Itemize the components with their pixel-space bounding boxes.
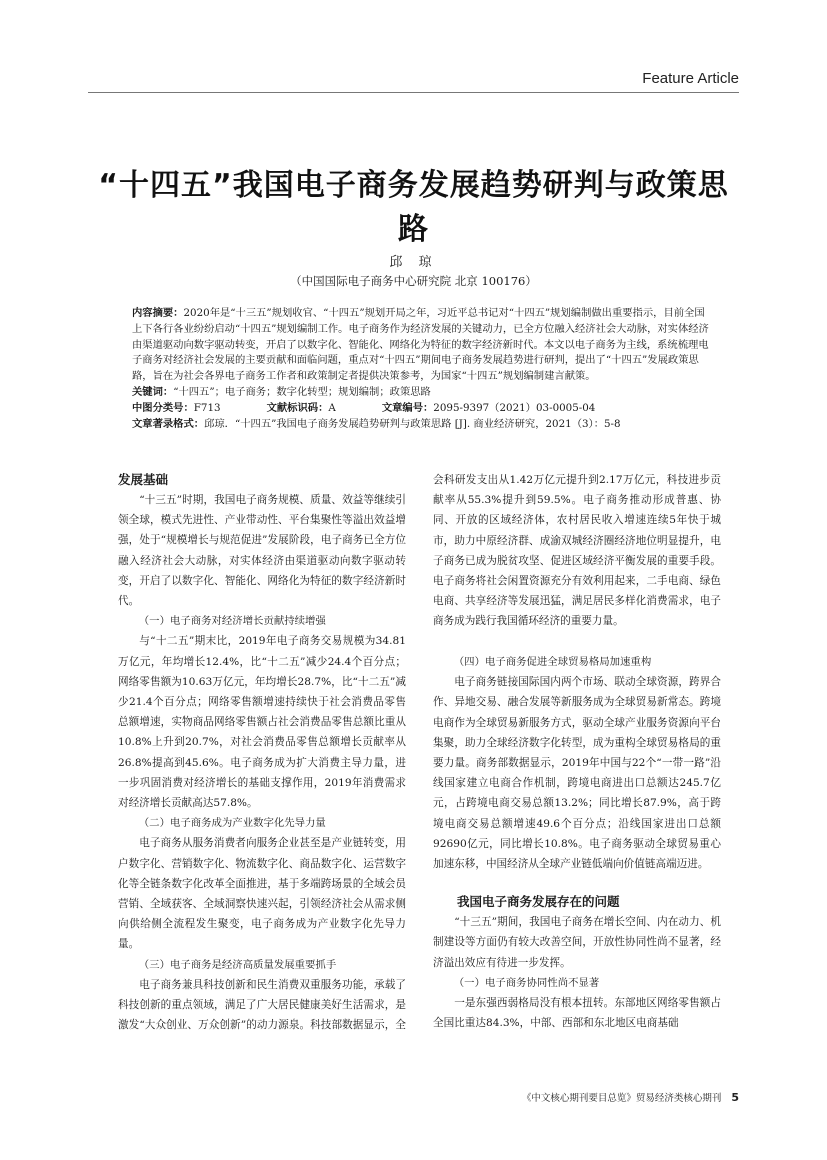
clc-cell xyxy=(132,401,221,417)
continued-text: 会科研发支出从1.42万亿元提升到2.17万亿元，科技进步贡献率从55.3%提升到59.5%。电子商务推动形成普惠、协同、开放的区域经济体，农村居民收入增速连续5年快于城市，助力中原经济群、成渝双城经济圈经济地位明显提升，电子商务已成为脱贫攻坚、促进区域经济平衡发展的重要手段。电子商务将社会闲置资源充分有效利用起来，二手电商、绿色电商、共享经济等发展迅猛，满足居民多样化消费需求，电子商务成为践行我国循环经济的重要力量。 xyxy=(433,474,721,628)
clc-value: F713 xyxy=(193,401,221,414)
left-column xyxy=(118,470,406,1036)
abstract xyxy=(132,306,710,385)
paragraph: 与“十二五”期末比，2019年电子商务交易规模为34.81万亿元，年均增长12.4%，比“十二五”减少24.4个百分点；网络零售额为10.63万亿元，年均增长28.7%，比“十二五”减少21.4个百分点；网络零售额增速持续快于社会消费品零售总额增速，实物商品网络零售额占社会消费品零售总额比重从10.8%上升到20.7%，对社会消费品零售总额增长贡献率从26.8%提高到45.6%。电子商务成为扩大消费主导力量，进一步巩固消费对经济增长的基础支撑作用，2019年消费需求对经济增长贡献高达57.8%。 xyxy=(118,635,406,810)
right-column xyxy=(433,470,721,1033)
abstract-label: 内容摘要： xyxy=(132,307,184,319)
article-metadata xyxy=(132,306,710,432)
keywords-label: 关键词： xyxy=(132,385,174,398)
citation xyxy=(132,417,710,433)
header-rule xyxy=(88,92,739,93)
article-no-value: 2095-9397（2021）03-0005-04 xyxy=(433,401,596,414)
classification-line xyxy=(132,401,710,417)
abstract-text: 2020年是“十三五”规划收官、“十四五”规划开局之年，习近平总书记对“十四五”规划编制做出重要指示，目前全国上下各行各业纷纷启动“十四五”规划编制工作。电子商务作为经济发展的关键动力，已全方位融入经济社会大动脉，对实体经济由渠道驱动向数字驱动转变，开启了以数字化、智能化、网络化为特征的数字经济新时代。本文以电子商务为主线，系统梳理电子商务对经济社会发展的主要贡献和面临问题，重点对“十四五”期间电子商务发展趋势进行研判，提出了“十四五”发展政策思路，旨在为社会各界电子商务工作者和政策制定者提供决策参考，为国家“十四五”规划编制建言献策。 xyxy=(132,307,709,383)
article-title: “十四五”我国电子商务发展趋势研判与政策思路 xyxy=(98,168,729,247)
page-number: 5 xyxy=(731,1091,739,1104)
subsection-heading: （一）电子商务协同性尚不显著 xyxy=(453,976,600,989)
journal-name: 《中文核心期刊要目总览》贸易经济类核心期刊 xyxy=(521,1093,722,1104)
citation-label: 文章著录格式： xyxy=(132,417,205,430)
spacer xyxy=(433,874,721,892)
paragraph-continues: 电子商务兼具科技创新和民生消费双重服务功能，承载了科技创新的重点领域，满足了广大居民健康美好生活需求，是激发“大众创业、万众创新”的动力源泉。科技部数据显示，全 xyxy=(118,978,406,1032)
clc-label: 中图分类号： xyxy=(132,401,194,414)
paragraph: 一是东强西弱格局没有根本扭转。东部地区网络零售额占全国比重达84.3%，中部、西部和东北地区电商基础 xyxy=(433,997,721,1030)
section-heading: 发展基础 xyxy=(118,472,169,487)
keywords xyxy=(132,385,710,401)
doc-code-value: A xyxy=(328,401,336,414)
subsection-heading: （四）电子商务促进全球贸易格局加速重构 xyxy=(453,656,652,668)
subsection-heading: （一）电子商务对经济增长贡献持续增强 xyxy=(138,615,326,628)
section-heading: 我国电子商务发展存在的问题 xyxy=(457,894,620,910)
citation-text: 邱琼．“十四五”我国电子商务发展趋势研判与政策思路 [J]. 商业经济研究，2021（3）：5-8 xyxy=(204,417,621,430)
paragraph: “十三五”时期，我国电子商务规模、质量、效益等继续引领全球，模式先进性、产业带动性、平台集聚性等溢出效益增强，处于“规模增长与规范促进”发展阶段，电子商务已全方位融入经济社会大动脉，对实体经济由渠道驱动向数字驱动转变，开启了以数字化、智能化、网络化为特征的数字经济新时代。 xyxy=(118,494,406,608)
section-tag: Feature Article xyxy=(642,70,739,87)
page-footer xyxy=(522,1090,739,1104)
paragraph-continued xyxy=(433,470,721,652)
article-no-cell xyxy=(382,401,596,417)
keywords-text: “十四五”；电子商务；数字化转型；规划编制；政策思路 xyxy=(173,385,431,398)
subsection-heading: （三）电子商务是经济高质量发展重要抓手 xyxy=(138,958,337,971)
subsection-heading: （二）电子商务成为产业数字化先导力量 xyxy=(138,817,326,830)
paragraph: “十三五”期间，我国电子商务在增长空间、内在动力、机制建设等方面仍有较大改善空间，开放性协同性尚不显著，经济溢出效应有待进一步发挥。 xyxy=(433,916,721,969)
paragraph: 电子商务链接国际国内两个市场、联动全球资源，跨界合作、异地交易、融合发展等新服务成为全球贸易新常态。跨境电商作为全球贸易新服务方式，驱动全球产业服务资源向平台集聚，助力全球经济数字化转型，成为重构全球贸易格局的重要力量。商务部数据显示，2019年中国与22个“一带一路”沿线国家建立电商合作机制，跨境电商进出口总额达245.7亿元，占跨境电商交易总额13.2%；同比增长87.9%，高于跨境电商交易总额增速49.6个百分点；沿线国家进出口总额92690亿元，同比增长10.8%。电子商务驱动全球贸易重心加速东移，中国经济从全球产业链低端向价值链高端迈进。 xyxy=(433,676,721,871)
author-affiliation: （中国国际电子商务中心研究院 北京 100176） xyxy=(290,274,537,288)
doc-code-cell xyxy=(267,401,336,417)
paragraph: 电子商务从服务消费者向服务企业甚至是产业链转变，用户数字化、营销数字化、物流数字化、商品数字化、运营数字化等全链条数字化改革全面推进，基于多端跨场景的全域会员营销、全域获客、全域洞察快速兴起，引领经济社会从需求侧向供给侧全流程发生聚变，电子商务成为产业数字化先导力量。 xyxy=(118,837,406,951)
author-name: 邱 琼 xyxy=(389,255,438,270)
article-no-label: 文章编号： xyxy=(381,401,434,414)
doc-code-label: 文献标识码： xyxy=(266,401,329,414)
